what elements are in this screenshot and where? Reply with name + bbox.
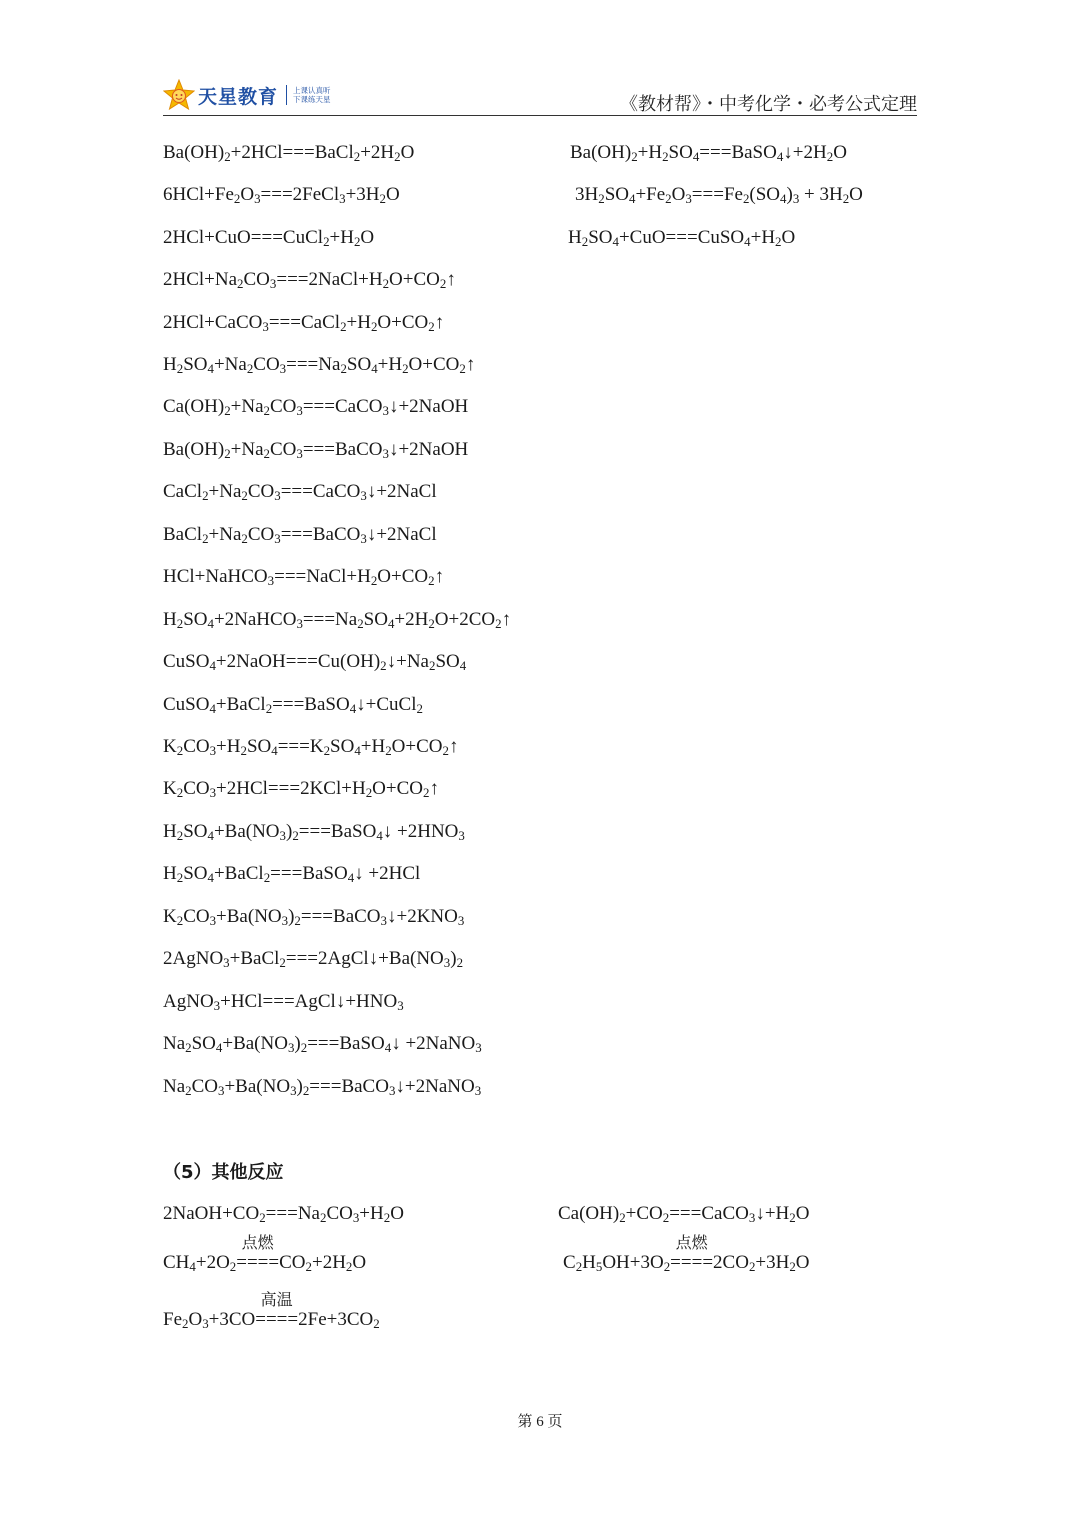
products: $2Fe+3CO_2$: [298, 1309, 380, 1332]
equation: $2AgNO_3+BaCl_2===2AgCl↓+Ba(NO_3)_2$: [163, 948, 464, 971]
equation: $2NaOH+CO_2===Na_2CO_3+H_2O$: [163, 1203, 404, 1226]
equation: $Ba(OH)_2+Na_2CO_3===BaCO_3↓+2NaOH$: [163, 439, 469, 462]
reaction-arrow: [255, 1292, 299, 1331]
section-title: （5）其他反应: [163, 1162, 284, 1183]
equals-sign: ====: [236, 1252, 280, 1273]
equals-sign: ====: [255, 1309, 299, 1330]
equation: $Na_2CO_3+Ba(NO_3)_2===BaCO_3↓+2NaNO_3$: [163, 1076, 482, 1099]
reaction-condition: 点燃: [675, 1235, 708, 1252]
equation: $Ca(OH)_2+Na_2CO_3===CaCO_3↓+2NaOH$: [163, 396, 469, 419]
equation: $H_2SO_4+Ba(NO_3)_2===BaSO_4↓ +2HNO_3$: [163, 821, 465, 844]
reactants: $Fe_2O_3+3CO$: [163, 1309, 256, 1332]
equals-sign: ====: [670, 1252, 714, 1273]
equation: $H_2SO_4+BaCl_2===BaSO_4↓ +2HCl$: [163, 863, 421, 886]
logo-slogan-line1: 上课认真听: [293, 86, 331, 95]
equation: $K_2CO_3+2HCl===2KCl+H_2O+CO_2↑$: [163, 778, 439, 801]
equation: $Ba(OH)_2+H_2SO_4===BaSO_4↓+2H_2O$: [570, 142, 847, 165]
equation: $3H_2SO_4+Fe_2O_3===Fe_2(SO_4)_3 + 3H_2O$: [575, 184, 863, 207]
header-divider: [163, 115, 917, 116]
header-title: 《教材帮》・中考化学・必考公式定理: [620, 94, 917, 114]
equation: $Ca(OH)_2+CO_2===CaCO_3↓+H_2O$: [558, 1203, 810, 1226]
equation: $AgNO_3+HCl===AgCl↓+HNO_3$: [163, 991, 404, 1014]
reactants: $CH_4+2O_2$: [163, 1252, 237, 1275]
logo-slogan-line2: 下课练天星: [293, 95, 331, 104]
products: $CO_2+2H_2O$: [279, 1252, 367, 1275]
reaction-arrow: [670, 1235, 714, 1274]
equation: $H_2SO_4+CuO===CuSO_4+H_2O$: [568, 227, 796, 250]
page-number: 第 6 页: [517, 1414, 563, 1430]
reaction-arrow: [236, 1235, 280, 1274]
equation: $CuSO_4+2NaOH===Cu(OH)_2↓+Na_2SO_4$: [163, 651, 467, 674]
equation: $K_2CO_3+Ba(NO_3)_2===BaCO_3↓+2KNO_3$: [163, 906, 465, 929]
equation: $H_2SO_4+Na_2CO_3===Na_2SO_4+H_2O+CO_2↑$: [163, 354, 476, 377]
logo-slogan: [293, 86, 331, 104]
equation: $Na_2SO_4+Ba(NO_3)_2===BaSO_4↓$ +2NaNO$_3$: [163, 1033, 482, 1056]
conditional-equation: [163, 1235, 367, 1275]
logo-divider: [286, 85, 287, 105]
star-logo-icon: [163, 79, 195, 111]
products: $2CO_2+3H_2O$: [713, 1252, 810, 1275]
conditional-equation: [163, 1292, 380, 1332]
conditional-equation: [563, 1235, 810, 1275]
logo: [163, 78, 331, 112]
reaction-condition: 点燃: [241, 1235, 274, 1252]
equation: $H_2SO_4+2NaHCO_3===Na_2SO_4+2H_2O+2CO_2↑$: [163, 609, 512, 632]
equation: $6HCl+Fe_2O_3===2FeCl_3+3H_2O$: [163, 184, 400, 207]
equation: $BaCl_2+Na_2CO_3===BaCO_3↓+2NaCl$: [163, 524, 437, 547]
equation: $2HCl+Na_2CO_3===2NaCl+H_2O+CO_2↑$: [163, 269, 456, 292]
equation: CuSO$_4$+BaCl$_2$===BaSO$_4$↓+CuCl$_2$: [163, 694, 423, 717]
reactants: $C_2H_5OH+3O_2$: [563, 1252, 671, 1275]
page-header: [163, 78, 917, 118]
equation: $Ba(OH)_2+2HCl===BaCl_2+2H_2O$: [163, 142, 415, 165]
reaction-condition: 高温: [260, 1292, 293, 1309]
equation: $CaCl_2+Na_2CO_3===CaCO_3↓+2NaCl$: [163, 481, 437, 504]
equation: $HCl+NaHCO_3===NaCl+H_2O+CO_2↑$: [163, 566, 445, 589]
equation: $2HCl+CuO===CuCl_2+H_2O$: [163, 227, 375, 250]
equation: $K_2CO_3+H_2SO_4===K_2SO_4+H_2O+CO_2↑$: [163, 736, 459, 759]
logo-name: 天星教育: [198, 85, 279, 108]
equation: $2HCl+CaCO_3===CaCl_2+H_2O+CO_2↑$: [163, 312, 445, 335]
